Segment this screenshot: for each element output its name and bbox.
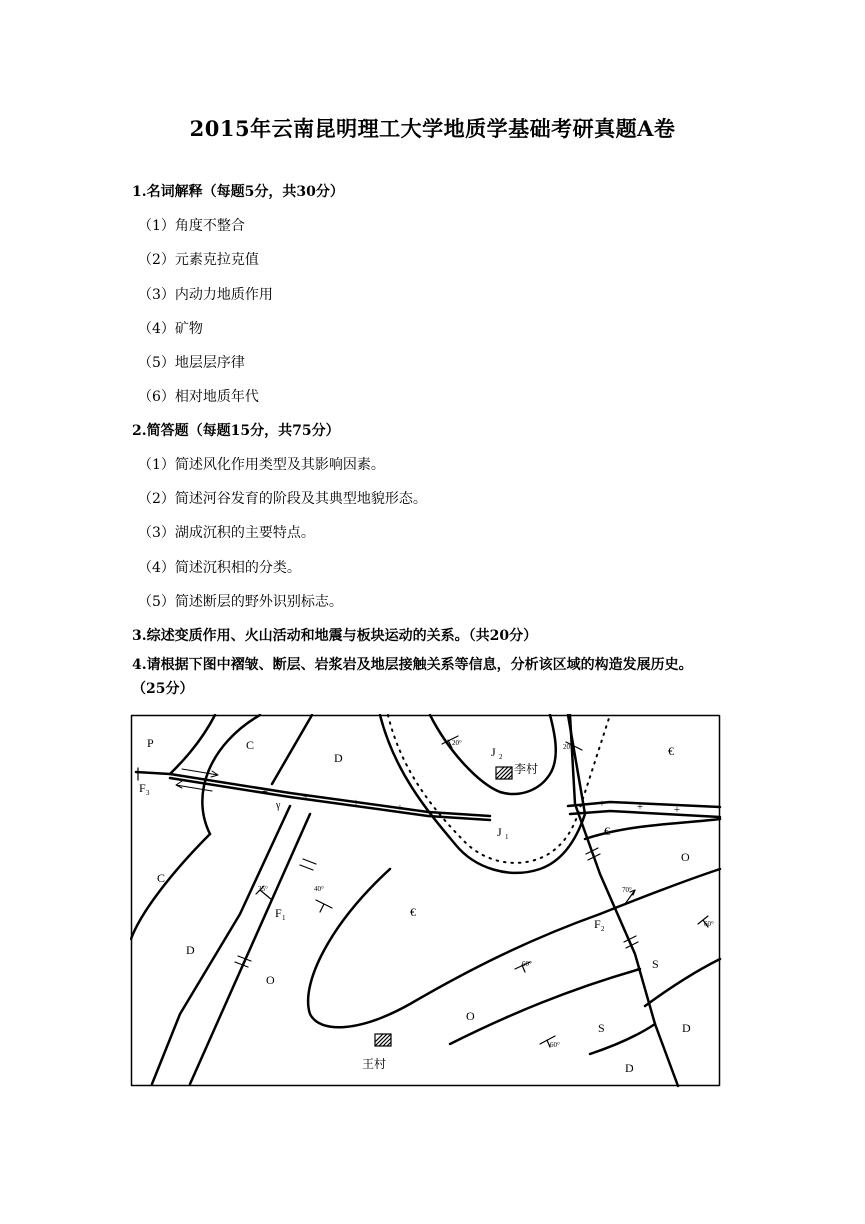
dip-label: 35° <box>258 885 268 893</box>
q1-item: （2）元素克拉克值 <box>138 252 259 268</box>
label-cambrian: € <box>668 744 674 758</box>
q2-item: （2）简述河谷发育的阶段及其典型地貌形态。 <box>138 491 427 507</box>
label-d: D <box>334 751 343 765</box>
label-f2-sub: 2 <box>601 925 605 933</box>
q2-item: （4）简述沉积相的分类。 <box>138 560 301 576</box>
q1-heading: 1.名词解释（每题5分，共30分） <box>132 184 344 200</box>
fault-f3 <box>136 772 490 816</box>
dip-label: 60° <box>522 960 532 968</box>
geologic-map <box>130 714 722 1088</box>
label-d: D <box>682 1021 691 1035</box>
dip-label: 70° <box>622 886 632 894</box>
dip-label: 20° <box>563 743 573 751</box>
fold-cam-o <box>308 869 600 1027</box>
q4-text: 4.请根据下图中褶皱、断层、岩浆岩及地层接触关系等信息，分析该区域的构造发展历史。 <box>132 657 693 673</box>
label-f2: F <box>594 917 601 931</box>
svg-text:+: + <box>636 801 644 813</box>
q1-item: （5）地层层序律 <box>138 355 245 371</box>
q1-item: （1）角度不整合 <box>138 218 245 234</box>
dip-label: 60° <box>550 1041 560 1049</box>
q2-item: （5）简述断层的野外识别标志。 <box>138 594 343 610</box>
label-granite: γ <box>276 800 281 811</box>
hatch <box>375 1034 391 1046</box>
fault-f2 <box>570 715 681 1086</box>
label-cambrian: € <box>410 905 416 919</box>
q2-item: （3）湖成沉积的主要特点。 <box>138 525 315 541</box>
dip-label: 40° <box>314 885 324 893</box>
label-d: D <box>625 1061 634 1075</box>
label-o: O <box>681 850 690 864</box>
label-p: P <box>147 736 154 750</box>
label-f3: F <box>139 781 146 795</box>
label-cambrian: € <box>604 824 610 838</box>
q1-item: （3）内动力地质作用 <box>138 287 273 303</box>
q4-score: （25分） <box>132 681 194 697</box>
dip-label: 20° <box>452 739 462 747</box>
label-f1: F <box>275 906 282 920</box>
label-j2-sub: 2 <box>499 753 503 761</box>
label-f1-sub: 1 <box>282 914 286 922</box>
contact-tick <box>235 956 251 967</box>
fold-outer-top <box>202 715 260 834</box>
boundary-d-o-left <box>190 814 310 1084</box>
boundary-o-s-right <box>600 869 720 914</box>
label-j1: J <box>497 825 502 839</box>
q1-item: （6）相对地质年代 <box>138 389 259 405</box>
label-o: O <box>466 1009 475 1023</box>
label-f3-sub: 3 <box>146 789 150 797</box>
label-s: S <box>598 1021 605 1035</box>
boundary-o-s <box>450 969 640 1044</box>
village-wangcun-label: 王村 <box>362 1057 387 1071</box>
unconformity-dotted <box>388 715 610 863</box>
label-c: C <box>157 871 166 885</box>
svg-text:+: + <box>598 798 606 810</box>
svg-text:+: + <box>352 797 360 809</box>
q2-item: （1）简述风化作用类型及其影响因素。 <box>138 457 385 473</box>
dike-right <box>568 802 720 807</box>
label-d: D <box>186 943 195 957</box>
page-title: 2015年云南昆明理工大学地质学基础考研真题A卷 <box>189 116 676 141</box>
boundary-p-c <box>170 715 215 774</box>
boundary-c-d-left <box>131 834 210 939</box>
dip-label: 60° <box>704 920 714 928</box>
q3-text: 3.综述变质作用、火山活动和地震与板块运动的关系。（共20分） <box>132 628 538 644</box>
label-o: O <box>266 973 275 987</box>
hatch <box>496 767 512 779</box>
fault-f1 <box>152 806 290 1084</box>
boundary-c-d-top <box>272 715 312 784</box>
dip-symbol <box>316 900 332 912</box>
q2-heading: 2.简答题（每题15分，共75分） <box>132 423 340 439</box>
label-s: S <box>652 957 659 971</box>
contact-tick <box>300 859 316 870</box>
svg-text:+: + <box>396 802 404 814</box>
svg-text:+: + <box>302 791 310 803</box>
village-licun-label: 李村 <box>514 762 539 776</box>
label-j2: J <box>491 745 496 759</box>
label-c: C <box>246 738 255 752</box>
svg-text:+: + <box>673 804 681 816</box>
svg-text:+: + <box>261 786 269 798</box>
q1-item: （4）矿物 <box>138 321 203 337</box>
dike-right-inner <box>570 811 720 817</box>
label-j1-sub: 1 <box>505 833 509 841</box>
